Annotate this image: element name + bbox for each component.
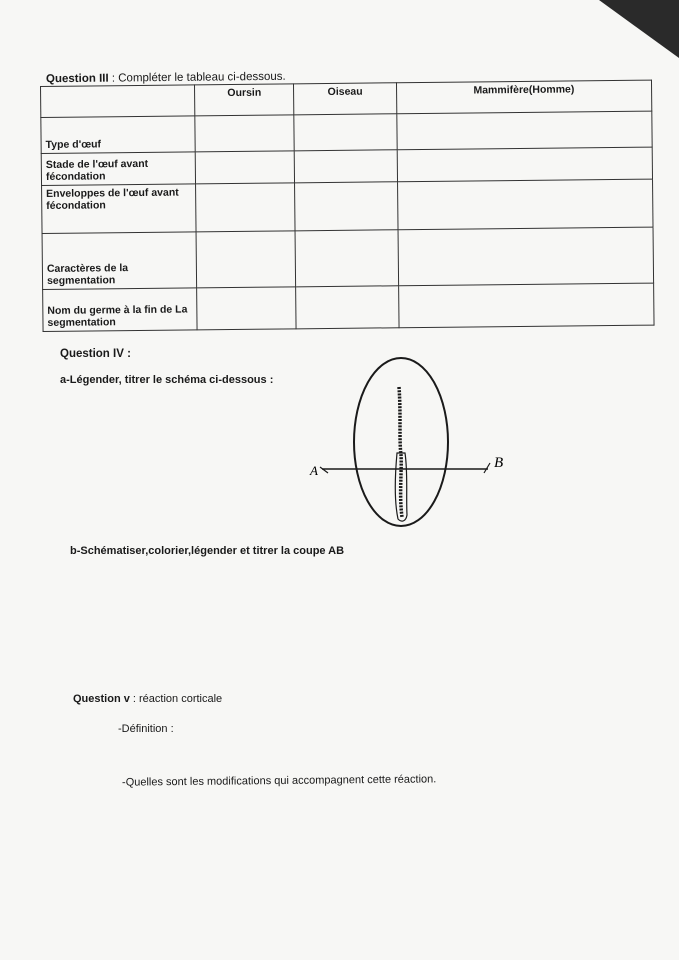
comparison-table	[40, 80, 655, 332]
embryo-axis	[399, 387, 402, 517]
answer-cell[interactable]	[295, 182, 398, 231]
answer-cell[interactable]	[296, 286, 399, 329]
question-4b-instruction: b-Schématiser,colorier,légender et titrer la coupe AB	[70, 545, 345, 557]
table-header-cell: Oursin	[194, 84, 294, 116]
row-label: Enveloppes de l'œuf avant fécondation	[42, 184, 196, 234]
row-label: Caractères de la segmentation	[42, 232, 197, 290]
answer-cell[interactable]	[294, 114, 397, 151]
question-5-modifications: -Quelles sont les modifications qui accompagnent cette réaction.	[121, 773, 437, 789]
answer-cell[interactable]	[398, 227, 654, 286]
label-a: A	[310, 463, 318, 478]
answer-cell[interactable]	[398, 283, 654, 328]
answer-cell[interactable]	[196, 183, 296, 232]
table-row	[43, 283, 654, 331]
answer-cell[interactable]	[396, 111, 652, 150]
embryo-schema	[300, 355, 520, 540]
answer-cell[interactable]	[197, 287, 297, 330]
answer-cell[interactable]	[295, 150, 398, 183]
answer-cell[interactable]	[195, 115, 295, 152]
question-3-title: Question III : Compléter le tableau ci-dessous.	[45, 70, 286, 86]
question-4a-instruction: a-Légender, titrer le schéma ci-dessous :	[60, 374, 274, 386]
answer-cell[interactable]	[397, 147, 653, 182]
answer-cell[interactable]	[196, 231, 296, 288]
row-label: Nom du germe à la fin de La segmentation	[43, 288, 197, 332]
row-label: Stade de l'œuf avant fécondation	[41, 152, 195, 186]
row-label: Type d'œuf	[41, 116, 195, 154]
label-b: B	[494, 455, 504, 471]
answer-cell[interactable]	[295, 230, 398, 287]
question-5-definition: -Définition :	[118, 723, 174, 735]
label-a-tick	[320, 467, 328, 473]
page-corner-fold	[599, 0, 679, 58]
table-header-cell	[41, 85, 195, 118]
table-header-cell: Oiseau	[294, 83, 397, 115]
question-4-title: Question IV :	[60, 348, 131, 360]
table-row	[42, 227, 654, 289]
table-row	[42, 179, 653, 233]
label-b-tick	[484, 463, 490, 473]
answer-cell[interactable]	[397, 179, 653, 230]
table-header-cell: Mammifère(Homme)	[396, 80, 652, 114]
answer-cell[interactable]	[195, 151, 295, 184]
question-5-title: Question v : réaction corticale	[73, 693, 223, 705]
